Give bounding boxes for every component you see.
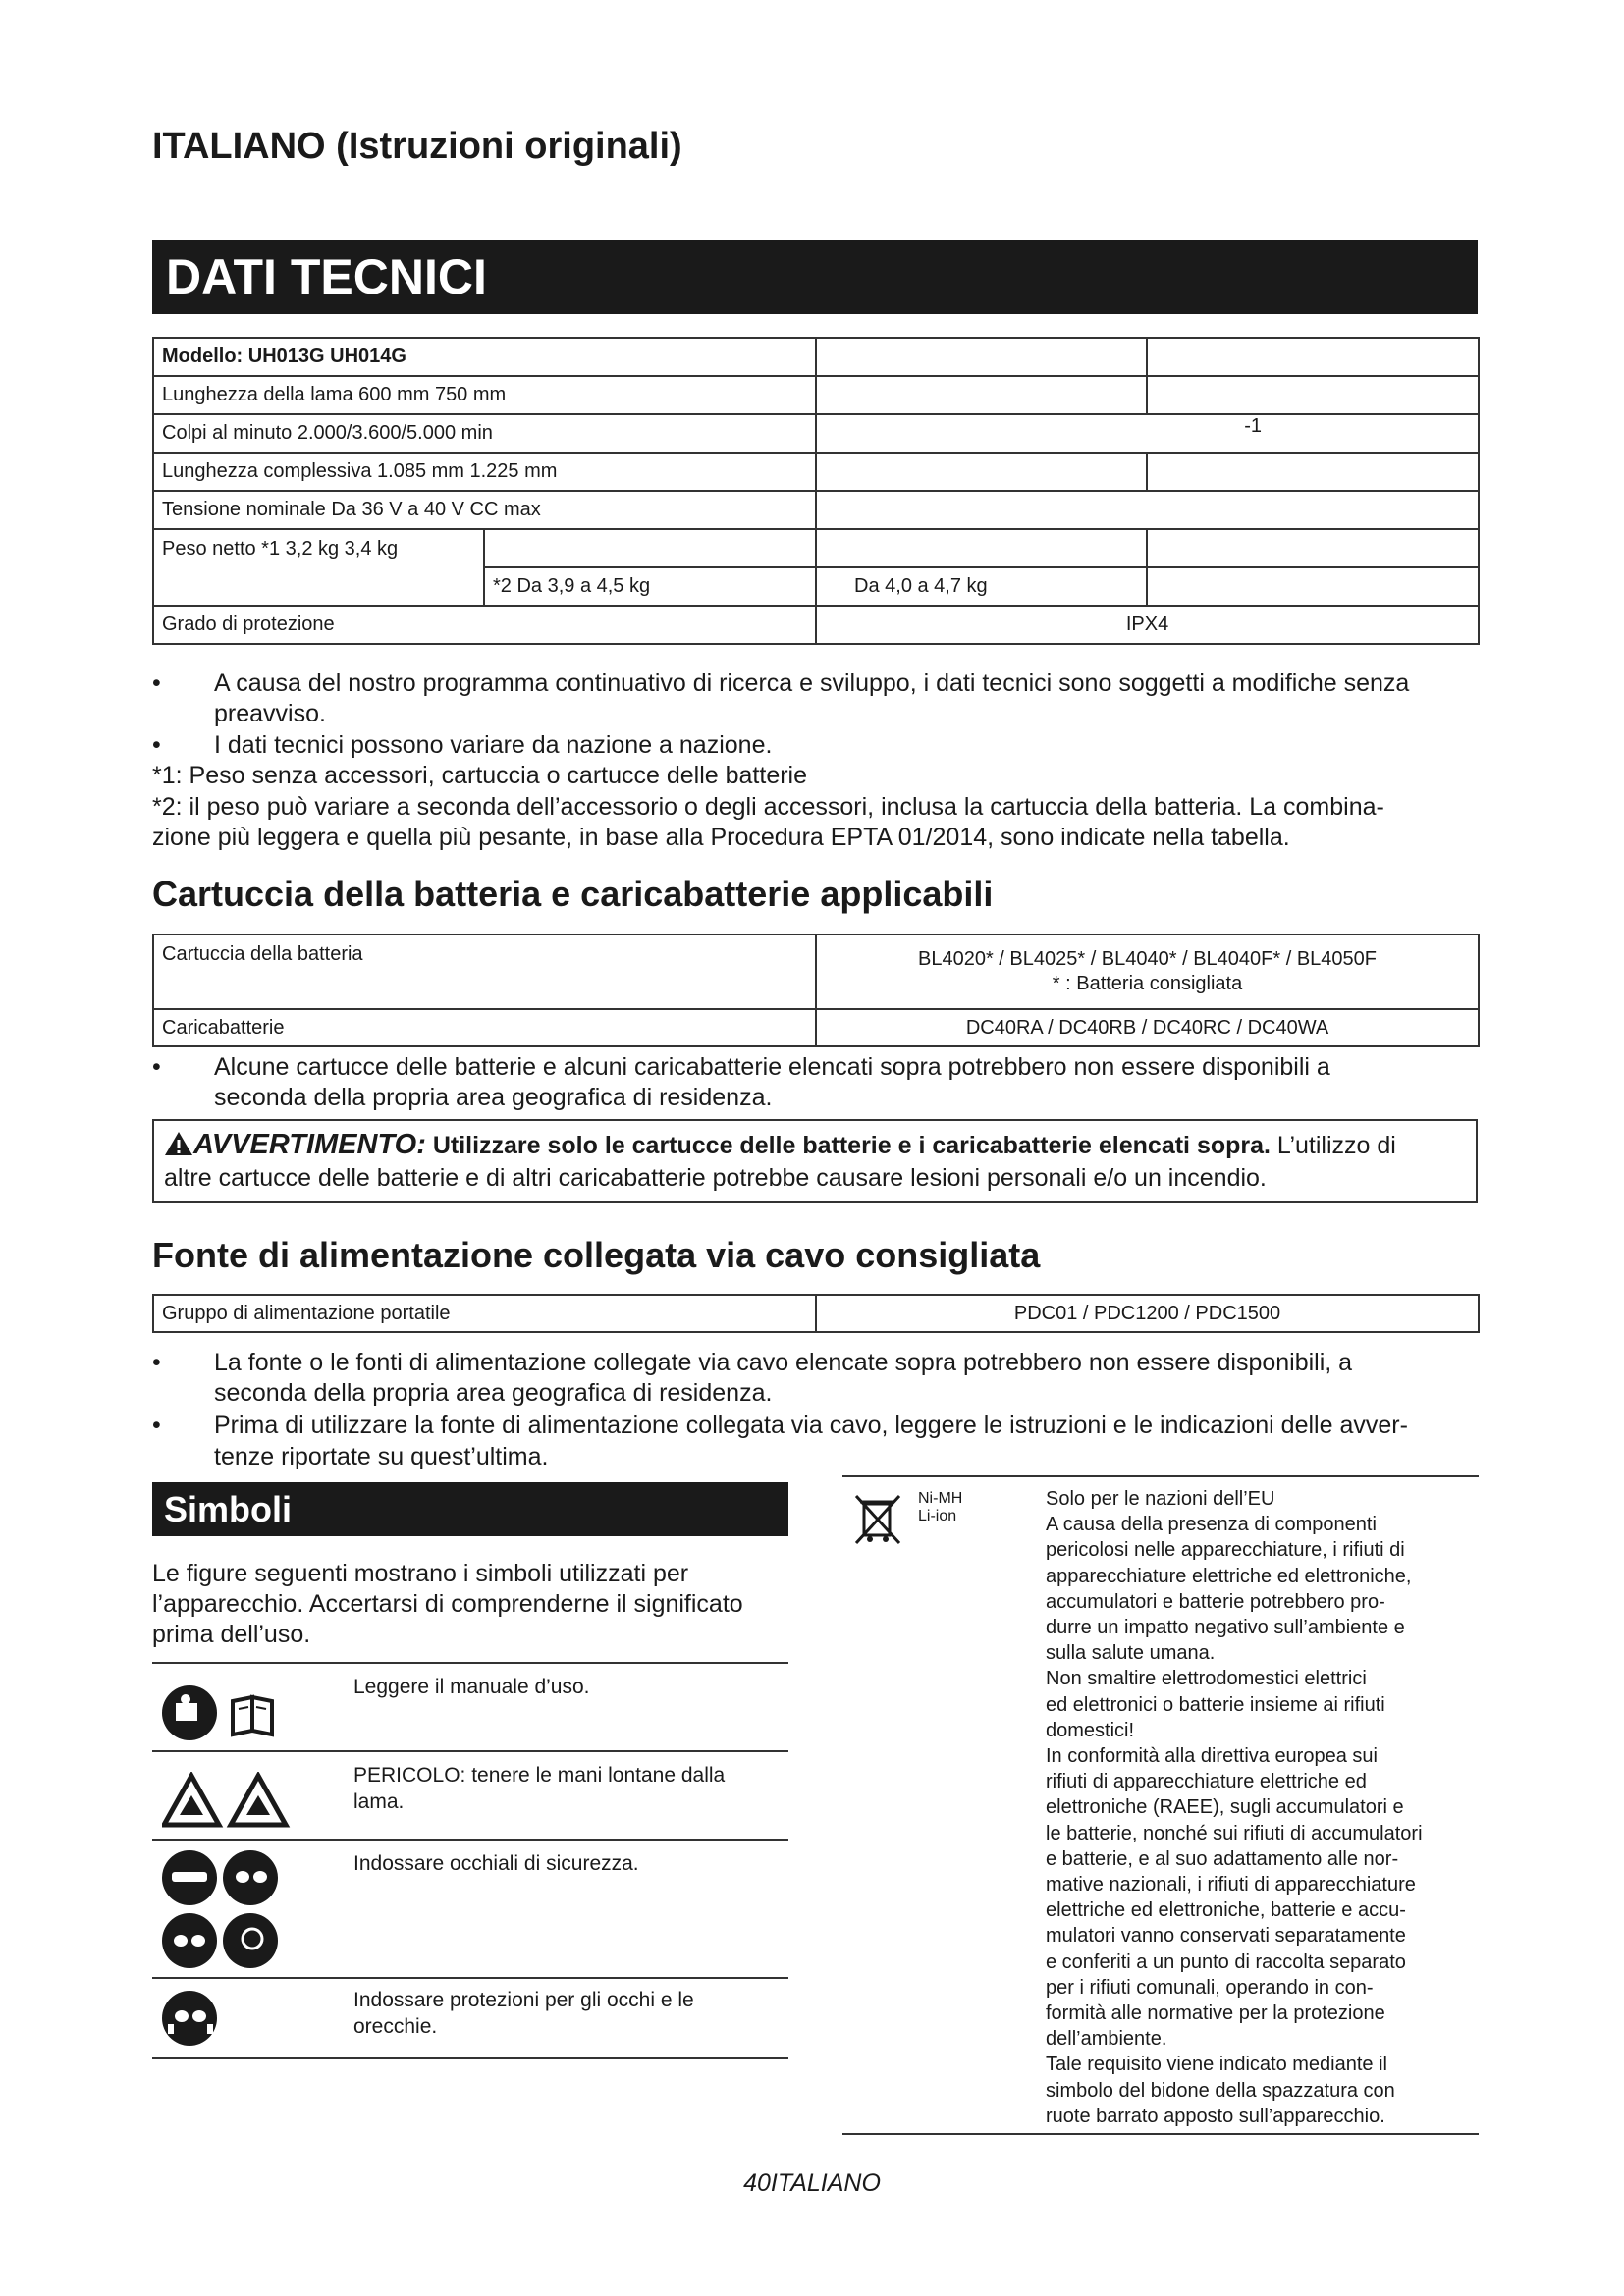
cable-power-heading: Fonte di alimentazione collegata via cavo consigliata (152, 1235, 1041, 1275)
list-item: Alcune cartucce delle batterie e alcuni caricabatterie elencati sopra potrebbero non essere disponibili a (214, 1053, 1330, 1081)
spec-strokes-unit-sup: -1 (816, 414, 1479, 453)
weee-text-line: elettroniche (RAEE), sugli accumulatori e (1046, 1796, 1404, 1819)
divider (842, 1475, 1479, 1477)
list-item: seconda della propria area geografica di residenza. (214, 1084, 773, 1111)
list-item: I dati tecnici possono variare da nazione a nazione. (214, 731, 773, 759)
weee-text-line: durre un impatto negativo sull’ambiente e (1046, 1617, 1405, 1639)
weee-text-line: ed elettronici o batterie insieme ai rifiuti (1046, 1693, 1385, 1716)
symbols-banner: Simboli (152, 1482, 788, 1536)
spec-protection-value: IPX4 (816, 606, 1479, 644)
spec-weight2-a: *2 Da 3,9 a 4,5 kg (484, 567, 816, 606)
read-manual-icon (162, 1683, 309, 1742)
divider (152, 1750, 788, 1752)
warning-triangle-icon (164, 1131, 193, 1156)
footnote-2-line2: zione più leggera e quella più pesante, in base alla Procedura EPTA 01/2014, sono indicate nella tabella. (152, 824, 1290, 851)
spec-voltage: Tensione nominale Da 36 V a 40 V CC max (153, 491, 816, 529)
symbols-intro: Le figure seguenti mostrano i simboli utilizzati per l’apparecchio. Accertarsi di comprenderne il significato prima dell’uso. (152, 1560, 743, 1648)
footnote-2-line1: *2: il peso può variare a seconda dell’accessorio o degli accessori, inclusa la cartuccia della batteria. La combina- (152, 793, 1384, 821)
weee-text-line: Tale requisito viene indicato mediante il (1046, 2054, 1387, 2076)
weee-text-line: dell’ambiente. (1046, 2028, 1167, 2051)
list-item: seconda della propria area geografica di residenza. (214, 1379, 773, 1407)
cable-power-label: Gruppo di alimentazione portatile (153, 1295, 816, 1332)
symbol-text-safety-glasses: Indossare occhiali di sicurezza. (353, 1852, 639, 1875)
spec-strokes: Colpi al minuto 2.000/3.600/5.000 min (153, 414, 816, 453)
weee-text-line: simbolo del bidone della spazzatura con (1046, 2079, 1395, 2102)
weee-text-line: ruote barrato apposto sull’apparecchio. (1046, 2105, 1385, 2127)
weee-text-line: Solo per le nazioni dell’EU (1046, 1488, 1275, 1510)
divider (152, 1839, 788, 1841)
weee-text-line: sulla salute umana. (1046, 1642, 1216, 1665)
symbol-text-read-manual: Leggere il manuale d’uso. (353, 1676, 590, 1698)
weee-text-line: elettriche ed elettroniche, batterie e accu- (1046, 1899, 1406, 1922)
list-item: La fonte o le fonti di alimentazione collegate via cavo elencate sopra potrebbero non essere disponibili, a (214, 1349, 1353, 1376)
battery-cartridge-value (816, 934, 1479, 1009)
list-item: Prima di utilizzare la fonte di alimentazione collegata via cavo, leggere le istruzioni e le indicazioni delle avver- (214, 1412, 1408, 1439)
divider (152, 2057, 788, 2059)
weee-label-liion: Li-ion (918, 1508, 957, 1524)
weee-text-line: accumulatori e batterie potrebbero pro- (1046, 1590, 1385, 1613)
warning-box (152, 1119, 1478, 1203)
table-row (153, 606, 1479, 644)
warning-text-rest: L’utilizzo di (1276, 1132, 1396, 1159)
battery-cartridge-note: * : Batteria consigliata (1052, 973, 1243, 994)
danger-hands-icon (162, 1772, 299, 1831)
table-row (153, 1009, 1479, 1046)
spec-protection-label: Grado di protezione (153, 606, 816, 644)
weee-text-line: mulatori vanno conservati separatamente (1046, 1925, 1406, 1948)
battery-table (152, 934, 1480, 1047)
battery-cartridge-label: Cartuccia della batteria (153, 934, 816, 1009)
cable-power-value: PDC01 / PDC1200 / PDC1500 (816, 1295, 1479, 1332)
battery-heading: Cartuccia della batteria e caricabatterie applicabili (152, 874, 994, 914)
eye-ear-protection-icon (162, 1991, 221, 2050)
table-row (153, 338, 1479, 376)
symbol-text-eye-ear: Indossare protezioni per gli occhi e le orecchie. (353, 1989, 694, 2038)
battery-cartridge-models: BL4020* / BL4025* / BL4040* / BL4040F* / BL4050F (917, 948, 1378, 970)
table-row (153, 453, 1479, 491)
symbol-text-danger: PERICOLO: tenere le mani lontane dalla lama. (353, 1764, 726, 1813)
list-item: tenze riportate su quest’ultima. (214, 1443, 549, 1470)
table-row (153, 1295, 1479, 1332)
weee-text-line: mative nazionali, i rifiuti di apparecchiature (1046, 1874, 1416, 1896)
weee-text-line: formità alle normative per la protezione (1046, 2002, 1385, 2025)
warning-text-line2: altre cartucce delle batterie e di altri caricabatterie potrebbe causare lesioni personali e/o un incendio. (164, 1164, 1267, 1192)
table-row (153, 414, 1479, 453)
page-language-title: ITALIANO (Istruzioni originali) (152, 126, 682, 167)
table-row (153, 934, 1479, 1009)
spec-overall-length: Lunghezza complessiva 1.085 mm 1.225 mm (153, 453, 816, 491)
charger-label: Caricabatterie (153, 1009, 816, 1046)
warning-bold-text: Utilizzare solo le cartucce delle batterie e i caricabatterie elencati sopra. (432, 1132, 1271, 1159)
page-footer: 40ITALIANO (743, 2169, 881, 2197)
table-row (153, 376, 1479, 414)
specs-banner: DATI TECNICI (152, 240, 1478, 314)
footnote-1: *1: Peso senza accessori, cartuccia o cartucce delle batterie (152, 762, 808, 789)
list-item: A causa del nostro programma continuativo di ricerca e sviluppo, i dati tecnici sono soggetti a modifiche senza (214, 669, 1410, 697)
weee-text-line: rifiuti di apparecchiature elettriche ed (1046, 1771, 1367, 1793)
specs-table (152, 337, 1480, 645)
cable-power-bullets: • La fonte o le fonti di alimentazione collegate via cavo elencate sopra potrebbero non essere disponibili, a seconda della propria area geografica di residenza. • Prima di utilizzare la fonte di alimentazione collegata via cavo, leggere le istruzioni e le indicazioni delle avver- tenze riportate su quest’ultima. (152, 1349, 1408, 1470)
weee-text-line: e conferiti a un punto di raccolta separato (1046, 1950, 1406, 1973)
weee-label-nimh: Ni-MH (918, 1490, 963, 1507)
list-item: preavviso. (214, 700, 326, 727)
divider (842, 2133, 1479, 2135)
specs-bullets: • A causa del nostro programma continuativo di ricerca e sviluppo, i dati tecnici sono soggetti a modifiche senza preavviso. • I dati tecnici possono variare da nazione a nazione. (152, 669, 1410, 759)
spec-model: Modello: UH013G UH014G (153, 338, 816, 376)
spec-net-weight: Peso netto *1 3,2 kg 3,4 kg (153, 529, 484, 606)
battery-bullet: • Alcune cartucce delle batterie e alcuni caricabatterie elencati sopra potrebbero non essere disponibili a seconda della propria area geografica di residenza. (152, 1053, 1330, 1111)
weee-text-line: In conformità alla direttiva europea sui (1046, 1745, 1378, 1768)
weee-text-line: le batterie, nonché sui rifiuti di accumulatori (1046, 1822, 1423, 1844)
safety-glasses-icon (162, 1850, 290, 1978)
crossed-bin-icon (852, 1492, 903, 1547)
weee-text-line: apparecchiature elettriche ed elettroniche, (1046, 1565, 1412, 1587)
weee-text (1046, 1486, 1478, 2129)
spec-blade-length: Lunghezza della lama 600 mm 750 mm (153, 376, 816, 414)
weee-text-line: domestici! (1046, 1719, 1135, 1741)
weee-text-line: pericolosi nelle apparecchiature, i rifiuti di (1046, 1539, 1405, 1562)
table-row (153, 491, 1479, 529)
spec-weight2-b: Da 4,0 a 4,7 kg (816, 567, 1147, 606)
weee-text-line: Non smaltire elettrodomestici elettrici (1046, 1668, 1367, 1690)
charger-value: DC40RA / DC40RB / DC40RC / DC40WA (816, 1009, 1479, 1046)
weee-battery-types (918, 1490, 962, 1525)
weee-text-line: e batterie, e al suo adattamento alle nor- (1046, 1847, 1399, 1870)
weee-text-line: per i rifiuti comunali, operando in con- (1046, 1976, 1374, 1999)
divider (152, 1662, 788, 1664)
divider (152, 1977, 788, 1979)
cable-power-table (152, 1294, 1480, 1333)
weee-text-line: A causa della presenza di componenti (1046, 1514, 1377, 1536)
table-row (153, 529, 1479, 567)
warning-label: AVVERTIMENTO: (193, 1129, 426, 1160)
